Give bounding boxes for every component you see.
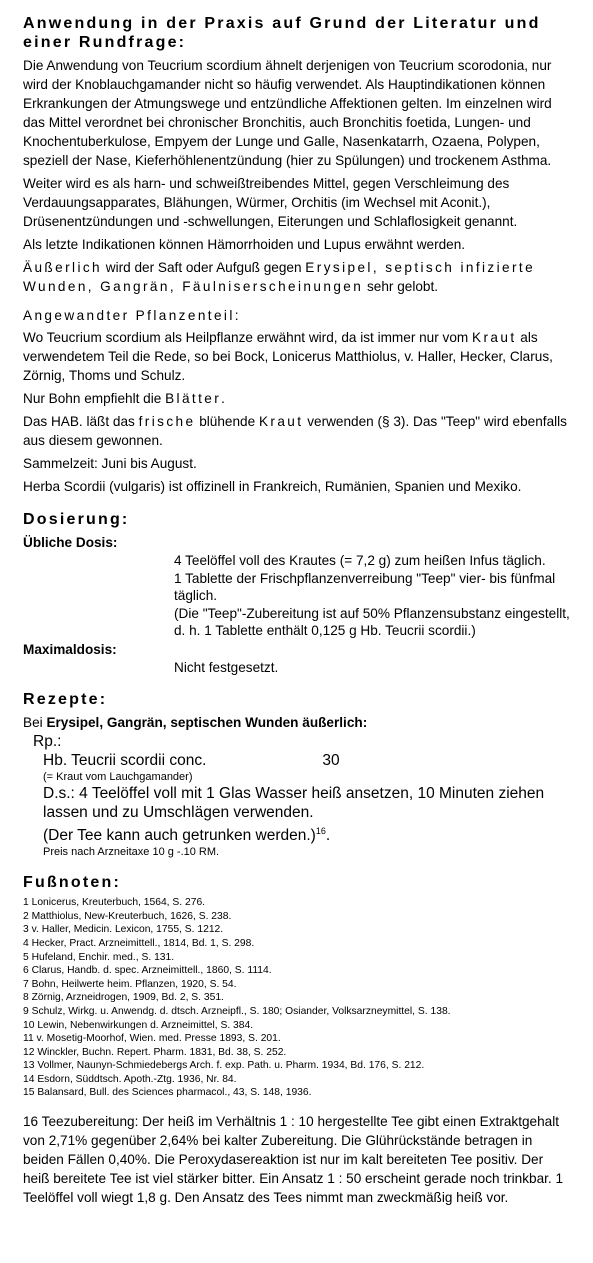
text-run: . xyxy=(325,827,331,845)
footnote-item: 10 Lewin, Nebenwirkungen d. Arzneimittel, S. 384. xyxy=(23,1019,254,1031)
label-maximaldosis: Maximaldosis: xyxy=(23,641,117,657)
footnote-16-text: 16 Teezubereitung: Der heiß im Verhältnis 1 : 10 hergestellte Tee gibt einen Extraktgehalt von 2,71% gegenüber 2,64% bei kalter Zubereitung. Die Glührückstände betragen in beiden Fällen 0,40%. Die Peroxydasereaktion ist nur im kalt bereiteten Tee positiv. Der heiß bereitete Tee ist viel stärker bitter. Ein Ansatz 1 : 50 erscheint gerade noch trinkbar. 1 Teelöffel voll wiegt 1,8 g. Den Ansatz des Tees nimmt man zweckmäßig heiß vor. xyxy=(23,1114,564,1206)
footnote-item: 3 v. Haller, Medicin. Lexicon, 1755, S. 1212. xyxy=(23,924,224,936)
spaced-term-indications: Erysipel, septisch infizierte Wunden, Gangrän, Fäulniserscheinungen xyxy=(23,260,536,294)
rezept-indication: Erysipel, Gangrän, septischen Wunden äußerlich: xyxy=(46,715,368,730)
spaced-term-kraut: Kraut xyxy=(472,330,517,345)
footnote-item: 11 v. Mosetig-Moorhof, Wien. med. Presse 1893, S. 201. xyxy=(23,1033,281,1045)
rezept-intro xyxy=(23,713,571,732)
footnote-item: 5 Hufeland, Enchir. med., S. 131. xyxy=(23,951,175,963)
footnote-item: 13 Vollmer, Naunyn-Schmiedebergs Arch. f. exp. Path. u. Pharm. 1934, Bd. 176, S. 212. xyxy=(23,1060,425,1072)
section-praxis xyxy=(23,14,571,296)
text-run: wird der Saft oder Aufguß gegen xyxy=(102,260,306,275)
rezept-signatur: D.s.: 4 Teelöffel voll mit 1 Glas Wasser heiß ansetzen, 10 Minuten ziehen lassen und zu Umschlägen verwenden. xyxy=(43,785,545,821)
heading-rezepte: Rezepte: xyxy=(23,691,108,708)
footnote-item: 8 Zörnig, Arzneidrogen, 1909, Bd. 2, S. 351. xyxy=(23,992,224,1004)
rezept-item: Hb. Teucrii scordii conc. xyxy=(43,752,207,769)
text-run: (Der Tee kann auch getrunken werden.) xyxy=(43,827,316,845)
heading-dosierung: Dosierung: xyxy=(23,511,130,528)
heading-pflanzenteil: Angewandter Pflanzenteil: xyxy=(23,308,241,323)
paragraph-praxis-4 xyxy=(23,258,571,296)
heading-praxis: Anwendung in der Praxis auf Grund der Literatur und einer Rundfrage: xyxy=(23,15,541,51)
paragraph-praxis-2: Weiter wird es als harn- und schweißtreibendes Mittel, gegen Verschleimung des Verdauungsapparates, Blähungen, Würmer, Orchitis (im Wechsel mit Aconit.), Drüsenentzündungen und -schwellungen, Eiterungen und Schlaflosigkeit genannt. xyxy=(23,176,518,229)
spaced-term-frische: frische xyxy=(138,414,196,429)
maximaldosis-value: Nicht festgesetzt. xyxy=(174,659,279,675)
text-run: Wo Teucrium scordium als Heilpflanze erwähnt wird, da ist immer nur vom xyxy=(23,330,472,345)
text-run: . xyxy=(221,391,225,406)
footnote-ref-16[interactable]: 16 xyxy=(315,826,326,836)
paragraph-pflanzenteil-1 xyxy=(23,328,571,385)
text-run: als verwendetem Teil die Rede, so bei Bock, Lonicerus Matthiolus, v. Haller, Hecker, Clarus, Zörnig, Thoms und Schulz. xyxy=(23,330,553,383)
rezept-item-line xyxy=(43,751,571,770)
rezept-body xyxy=(43,751,571,859)
footnote-item: 4 Hecker, Pract. Arzneimittell., 1814, Bd. 1, S. 298. xyxy=(23,937,255,949)
footnote-item: 14 Esdorn, Süddtsch. Apoth.-Ztg. 1936, Nr. 84. xyxy=(23,1073,237,1085)
rezept-note: (= Kraut vom Lauchgamander) xyxy=(43,771,193,783)
rp-label: Rp.: xyxy=(33,733,62,750)
paragraph-praxis-1: Die Anwendung von Teucrium scordium ähnelt derjenigen von Teucrium scorodonia, nur wird der Knoblauchgamander nicht so häufig verwendet. Als Hauptindikationen können Erkrankungen der Atmungswege und entzündliche Affektionen gelten. Im einzelnen wird das Mittel verordnet bei chronischer Bronchitis, auch Bronchitis foetida, Lungen- und Knochentuberkulose, Empyem der Lunge und Galle, Nasenkatarrh, Ozaena, Polypen, speziell der Nase, Kieferhöhlenentzündung (hier zu Spülungen) und trockenem Asthma. xyxy=(23,58,552,168)
spaced-term-kraut: Kraut xyxy=(258,414,304,429)
paragraph-pflanzenteil-2 xyxy=(23,389,571,408)
footnote-item: 6 Clarus, Handb. d. spec. Arzneimittell., 1860, S. 1114. xyxy=(23,965,272,977)
text-run: sehr gelobt. xyxy=(363,279,439,294)
paragraph-praxis-3: Als letzte Indikationen können Hämorrhoiden und Lupus erwähnt werden. xyxy=(23,237,466,252)
paragraph-sammelzeit: Sammelzeit: Juni bis August. xyxy=(23,456,197,471)
text-run: Bei xyxy=(23,715,47,730)
section-pflanzenteil xyxy=(23,306,571,496)
rezept-tea-note xyxy=(43,822,571,845)
spaced-term-ausserlich: Äußerlich xyxy=(23,260,103,275)
dose-line-1: 4 Teelöffel voll des Krautes (= 7,2 g) zum heißen Infus täglich. xyxy=(174,553,546,568)
label-uebliche-dosis: Übliche Dosis: xyxy=(23,535,118,550)
footnote-item: 9 Schulz, Wirkg. u. Anwendg. d. dtsch. Arzneipfl., S. 180; Osiander, Volksarzneymittel, S. 138. xyxy=(23,1005,451,1017)
dose-line-3: (Die "Teep"-Zubereitung ist auf 50% Pflanzensubstanz eingestellt, d. h. 1 Tablette enthält 0,125 g Hb. Teucrii scordii.) xyxy=(174,605,570,638)
paragraph-pflanzenteil-3 xyxy=(23,412,571,450)
footnote-item: 2 Matthiolus, New-Kreuterbuch, 1626, S. 238. xyxy=(23,910,232,922)
footnote-item: 1 Lonicerus, Kreuterbuch, 1564, S. 276. xyxy=(23,897,206,909)
section-rezepte xyxy=(23,690,571,859)
spaced-term-blaetter: Blätter xyxy=(165,391,222,406)
section-dosierung xyxy=(23,510,571,676)
rezept-preis: Preis nach Arzneitaxe 10 g -.10 RM. xyxy=(43,846,220,859)
section-fussnoten xyxy=(23,873,571,1207)
footnote-item: 15 Balansard, Bull. des Sciences pharmacol., 43, S. 148, 1936. xyxy=(23,1087,312,1099)
heading-fussnoten: Fußnoten: xyxy=(23,874,121,892)
footnote-item: 7 Bohn, Heilwerte heim. Pflanzen, 1920, S. 54. xyxy=(23,978,237,990)
text-run: Nur Bohn empfiehlt die xyxy=(23,391,166,406)
footnote-list xyxy=(23,896,571,1100)
document-page xyxy=(23,14,571,1211)
paragraph-offizinell: Herba Scordii (vulgaris) ist offizinell in Frankreich, Rumänien, Spanien und Mexiko. xyxy=(23,479,522,494)
dose-line-2: 1 Tablette der Frischpflanzenverreibung "Teep" vier- bis fünfmal täglich. xyxy=(174,570,556,603)
rezept-amount: 30 xyxy=(322,752,340,769)
text-run: Das HAB. läßt das xyxy=(23,414,139,429)
text-run: blühende xyxy=(195,414,259,429)
footnote-item: 12 Winckler, Buchn. Repert. Pharm. 1831, Bd. 38, S. 252. xyxy=(23,1046,287,1058)
text-run: verwenden (§ 3). Das "Teep" wird ebenfalls aus diesem gewonnen. xyxy=(23,414,567,448)
